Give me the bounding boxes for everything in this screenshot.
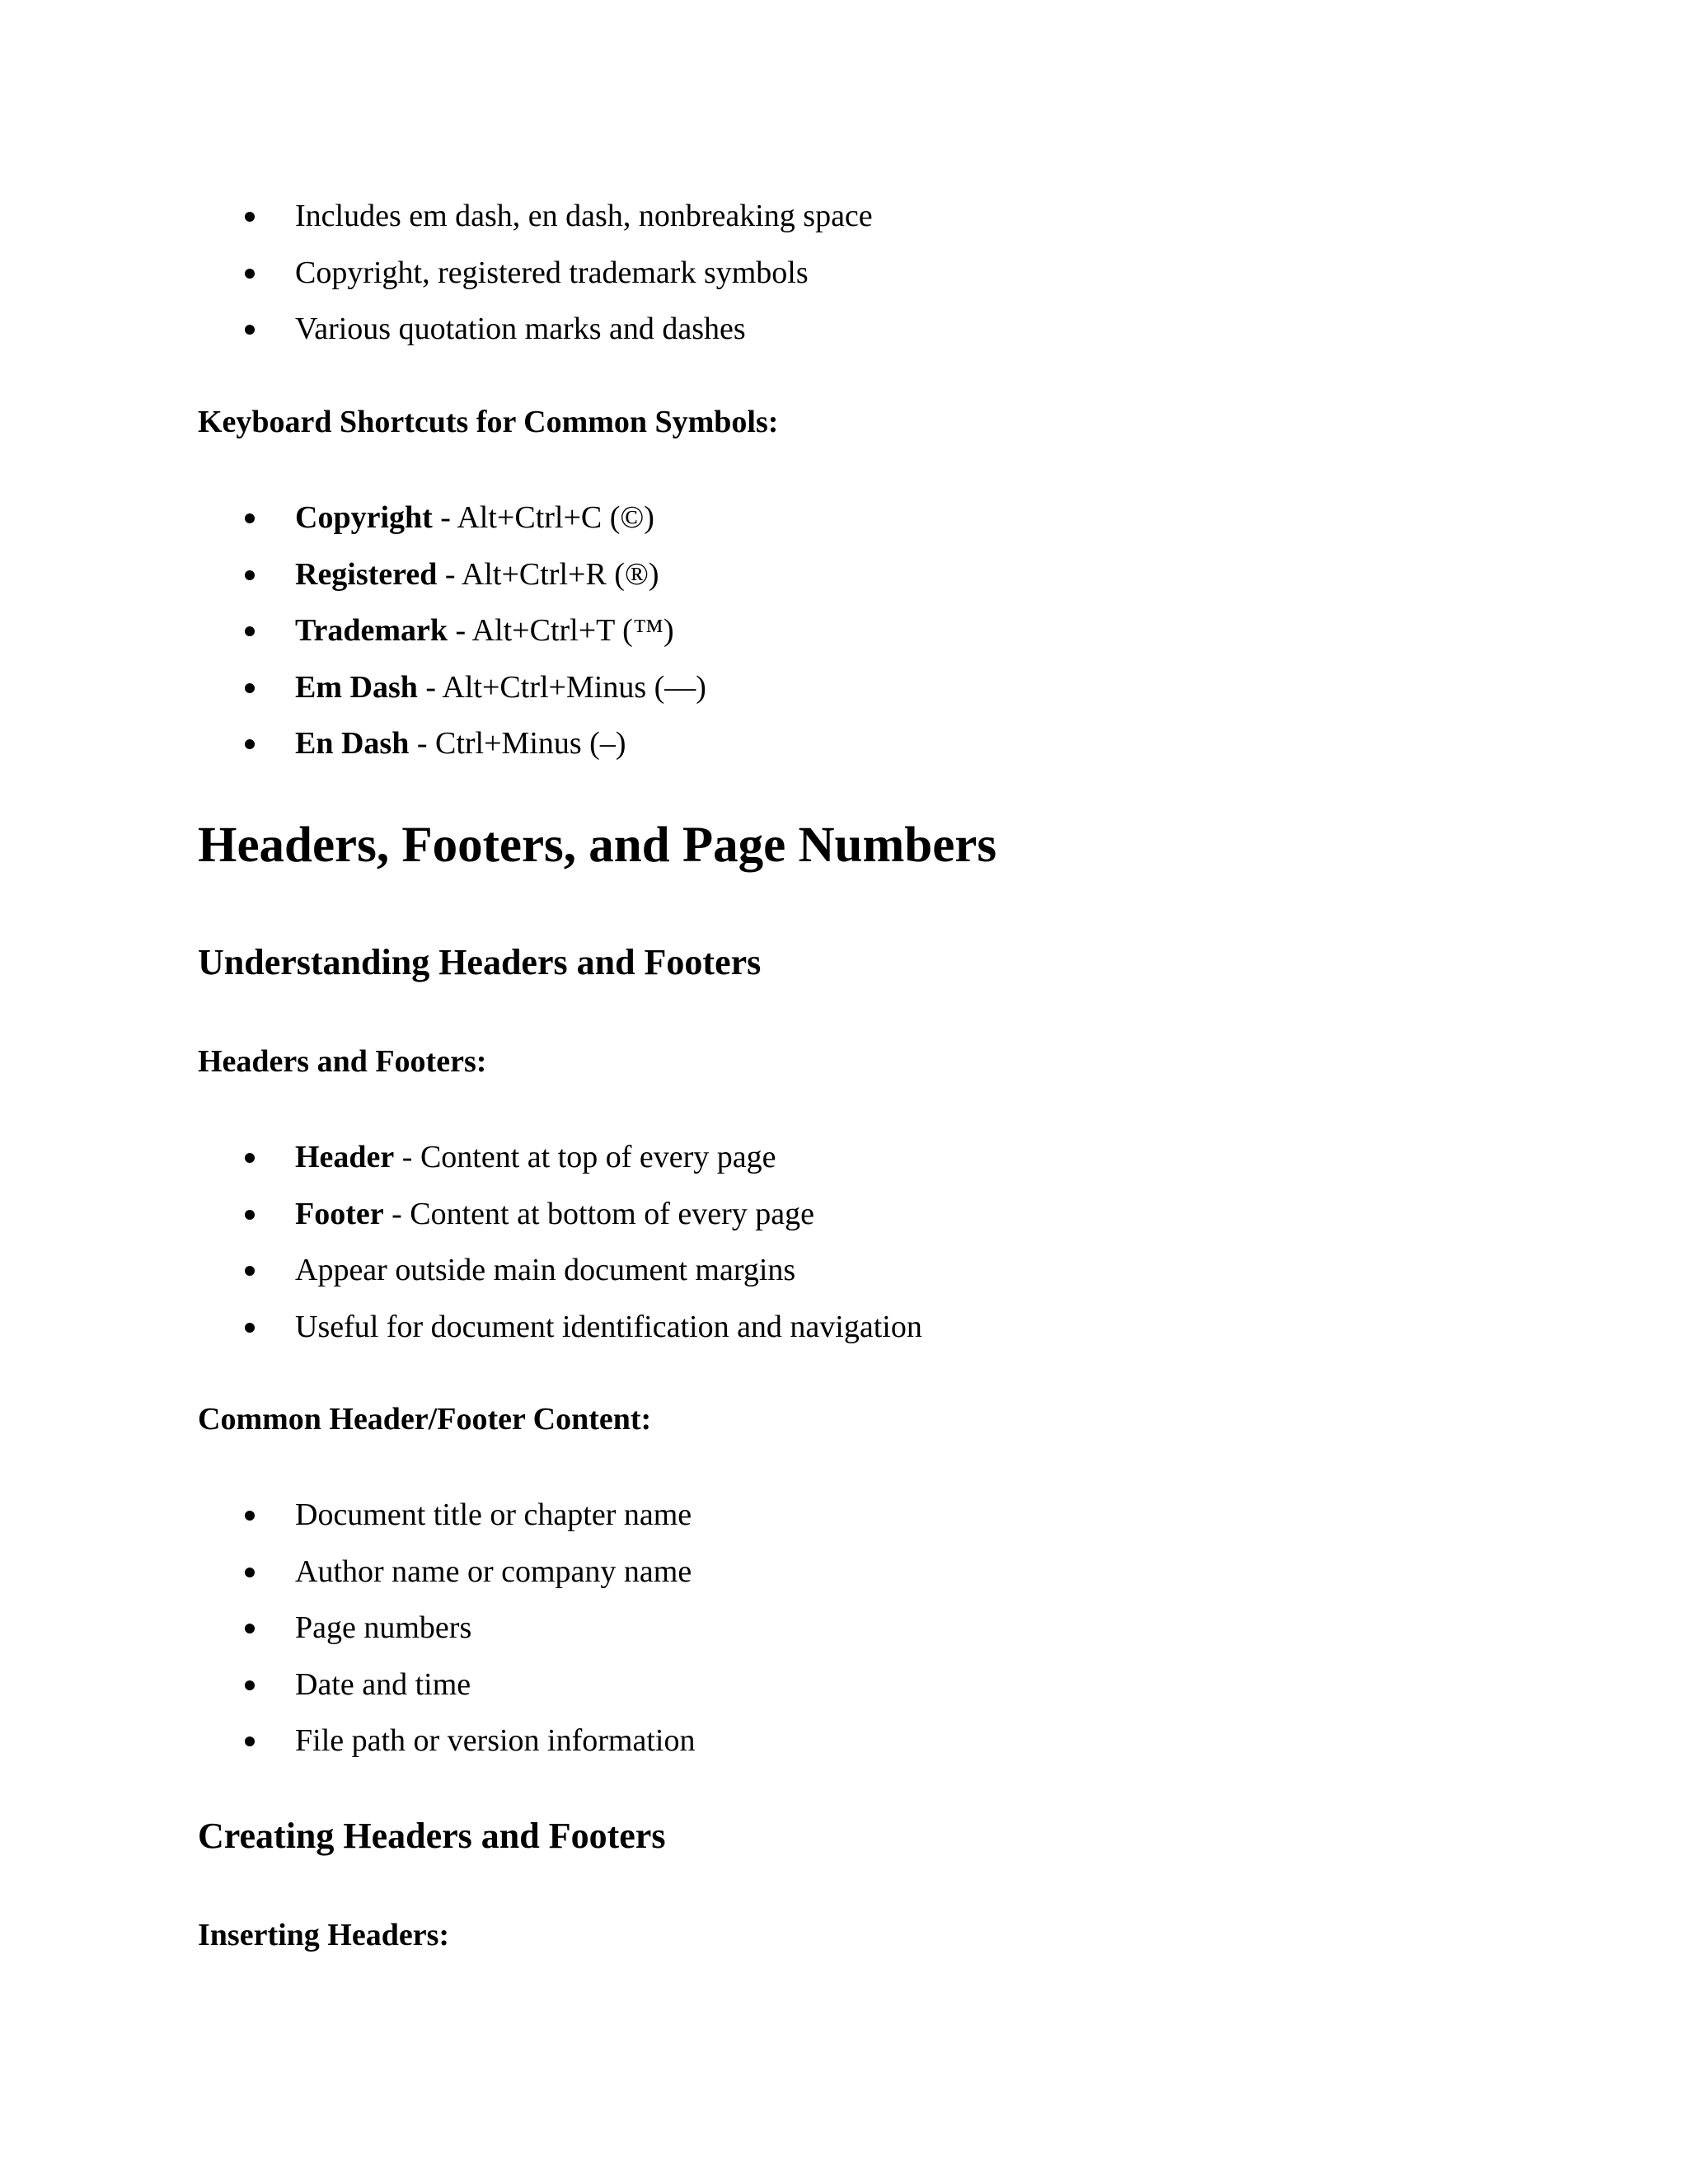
list-item-desc: Useful for document identification and navigation bbox=[295, 1309, 922, 1344]
list-item-text: Date and time bbox=[295, 1666, 471, 1702]
understanding-heading: Understanding Headers and Footers bbox=[198, 942, 762, 982]
list-item bbox=[198, 188, 873, 245]
list-item bbox=[198, 1299, 922, 1356]
keyboard-shortcuts-list bbox=[198, 490, 706, 772]
list-item bbox=[198, 1242, 922, 1299]
list-item-desc: - Alt+Ctrl+Minus (—) bbox=[417, 669, 706, 705]
list-item-text: Various quotation marks and dashes bbox=[295, 312, 746, 346]
list-item bbox=[198, 245, 873, 302]
intro-list bbox=[198, 188, 873, 358]
list-item bbox=[198, 1186, 922, 1243]
list-item-text: File path or version information bbox=[295, 1723, 696, 1758]
list-item bbox=[198, 715, 706, 772]
headers-footers-list bbox=[198, 1129, 922, 1355]
list-item bbox=[198, 301, 873, 358]
list-item-term: Header bbox=[295, 1140, 395, 1174]
list-item-desc: - Alt+Ctrl+T (™) bbox=[448, 613, 674, 648]
list-item bbox=[198, 1657, 695, 1713]
list-item bbox=[198, 602, 706, 659]
inserting-headers-label: Inserting Headers: bbox=[198, 1918, 450, 1952]
common-content-list bbox=[198, 1487, 695, 1769]
list-item bbox=[198, 490, 706, 546]
keyboard-shortcuts-label: Keyboard Shortcuts for Common Symbols: bbox=[198, 405, 779, 439]
list-item-term: En Dash bbox=[295, 726, 410, 761]
list-item bbox=[198, 1129, 922, 1186]
list-item-desc: - Content at bottom of every page bbox=[383, 1196, 814, 1231]
list-item-term: Trademark bbox=[295, 613, 448, 648]
headers-footers-label: Headers and Footers: bbox=[198, 1044, 487, 1079]
list-item bbox=[198, 1600, 695, 1657]
list-item-desc: - Ctrl+Minus (–) bbox=[409, 726, 626, 761]
list-item-term: Em Dash bbox=[295, 669, 418, 705]
list-item-text: Copyright, registered trademark symbols bbox=[295, 255, 809, 290]
list-item-term: Copyright bbox=[295, 500, 433, 535]
list-item-text: Includes em dash, en dash, nonbreaking space bbox=[295, 199, 873, 233]
main-heading: Headers, Footers, and Page Numbers bbox=[198, 818, 997, 873]
list-item bbox=[198, 546, 706, 603]
creating-heading: Creating Headers and Footers bbox=[198, 1816, 666, 1856]
list-item bbox=[198, 1544, 695, 1601]
list-item-text: Author name or company name bbox=[295, 1554, 692, 1589]
list-item-desc: - Alt+Ctrl+C (©) bbox=[432, 500, 654, 535]
common-content-label: Common Header/Footer Content: bbox=[198, 1402, 652, 1436]
list-item bbox=[198, 1713, 695, 1769]
list-item-text: Document title or chapter name bbox=[295, 1497, 692, 1532]
list-item-desc: - Content at top of every page bbox=[394, 1140, 776, 1174]
list-item bbox=[198, 1487, 695, 1544]
list-item-term: Registered bbox=[295, 556, 438, 592]
list-item-term: Footer bbox=[295, 1196, 384, 1231]
list-item-desc: Appear outside main document margins bbox=[295, 1253, 796, 1287]
list-item-text: Page numbers bbox=[295, 1610, 472, 1645]
list-item bbox=[198, 659, 706, 716]
list-item-desc: - Alt+Ctrl+R (®) bbox=[437, 556, 659, 592]
